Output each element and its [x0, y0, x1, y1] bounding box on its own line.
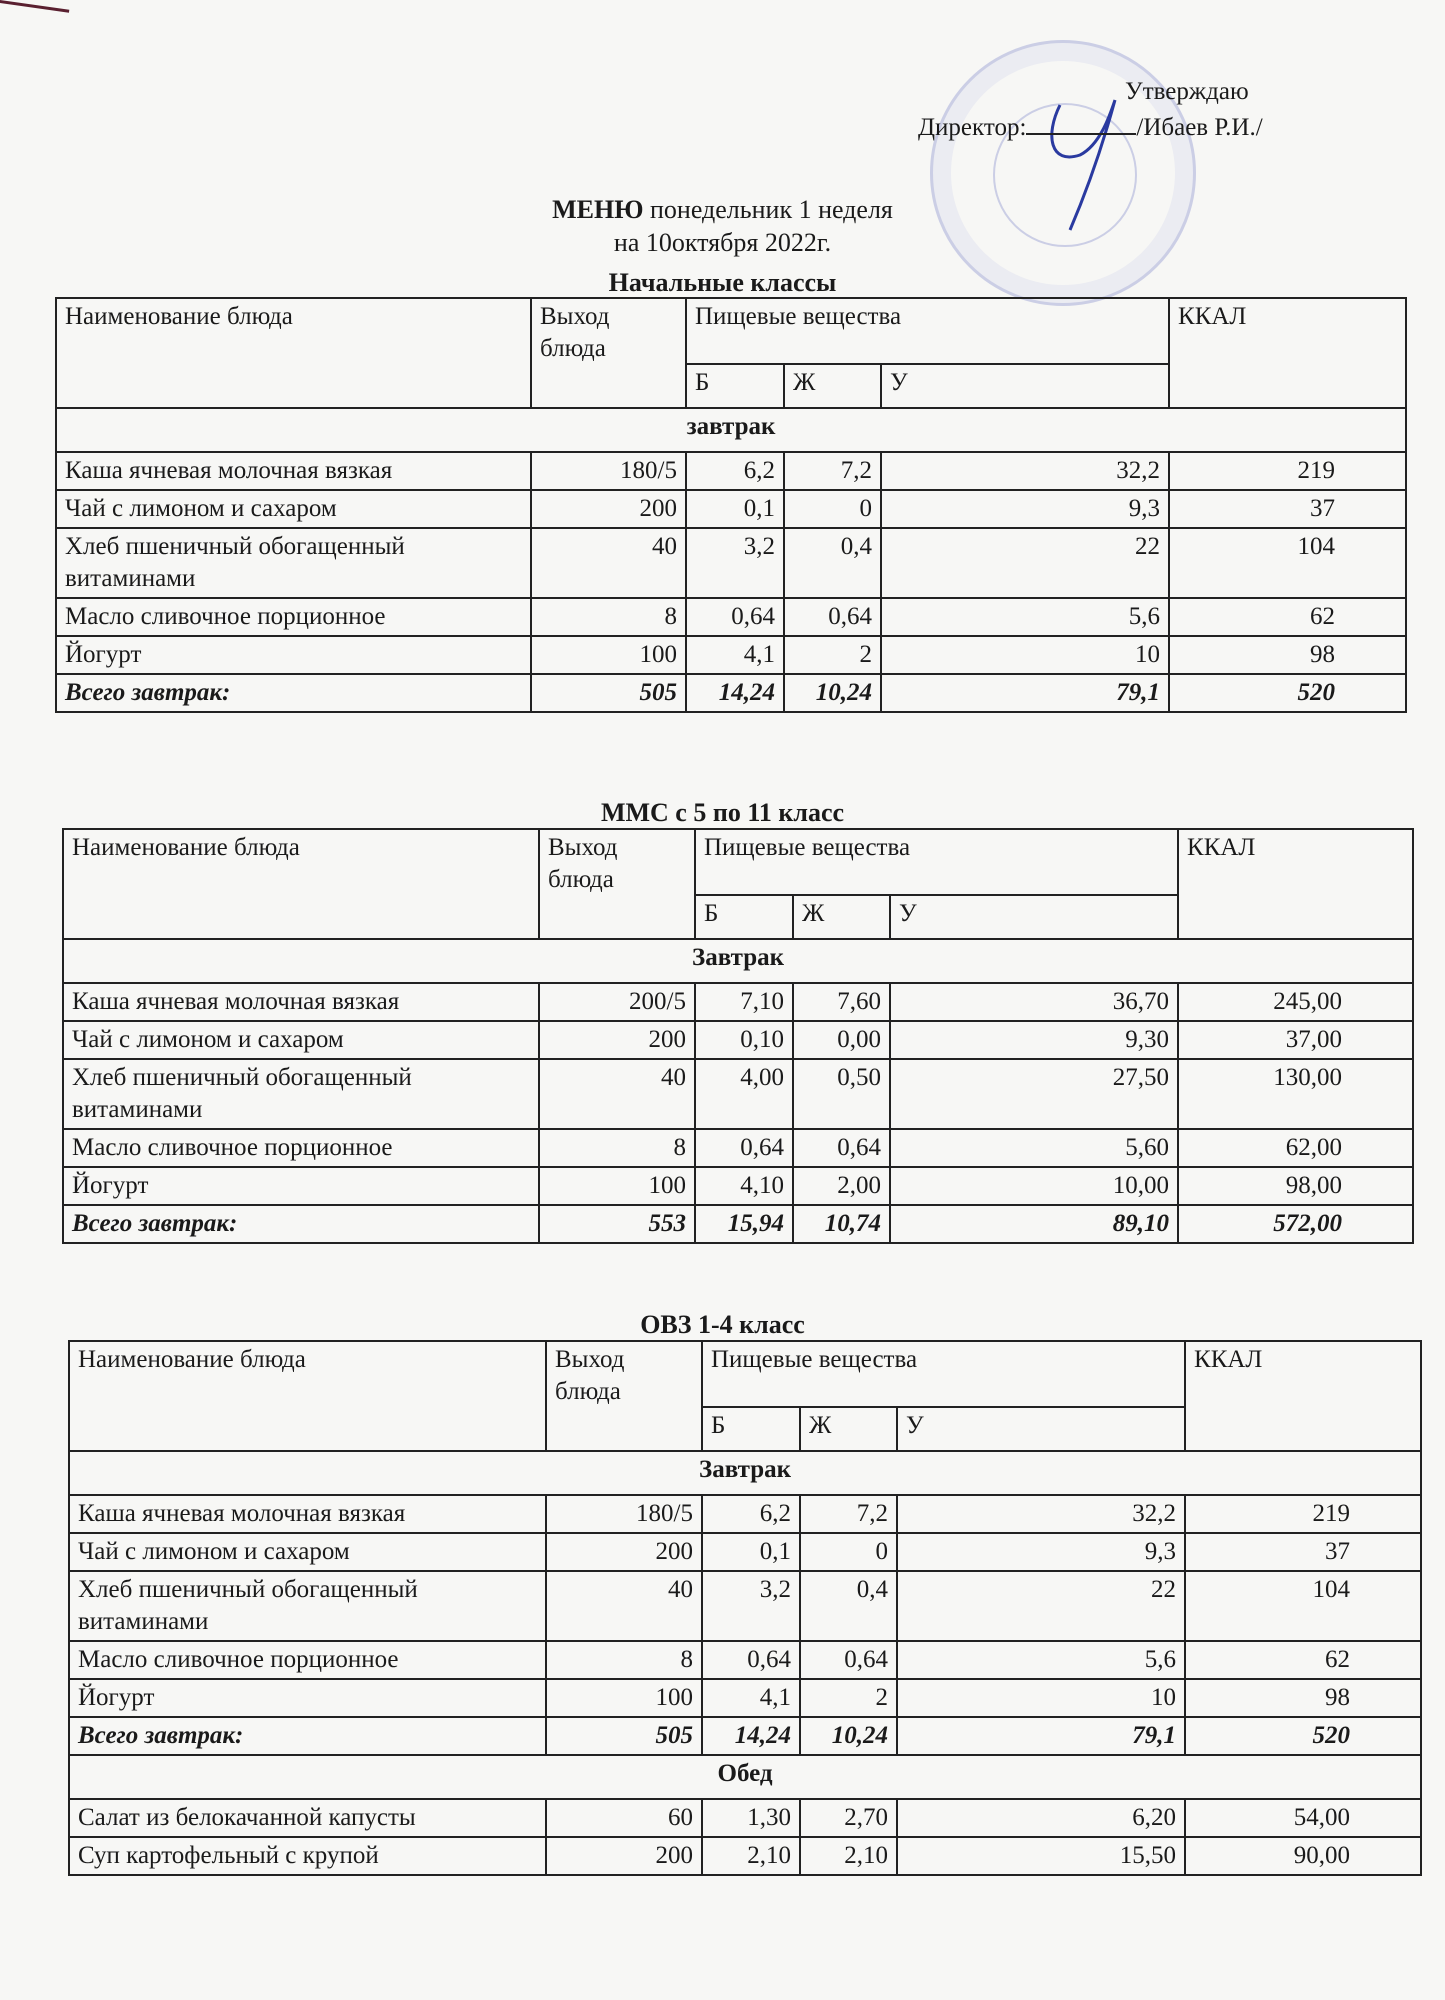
dish-yield: 200	[546, 1533, 702, 1571]
table-title: ОВЗ 1-4 класс	[640, 1310, 805, 1339]
dish-carbs: 5,60	[890, 1129, 1178, 1167]
dish-protein: 0,64	[702, 1641, 800, 1679]
dish-kcal: 98	[1185, 1679, 1421, 1717]
dish-name: Чай с лимоном и сахаром	[56, 490, 531, 528]
dish-yield: 200	[546, 1837, 702, 1875]
col-header-nutrients: Пищевые вещества	[695, 829, 1178, 895]
col-header-carbs: У	[897, 1407, 1185, 1451]
director-line	[918, 114, 1263, 142]
meal-section-label: Обед	[69, 1755, 1421, 1799]
col-header-kcal: ККАЛ	[1169, 298, 1406, 408]
total-fat: 10,74	[793, 1205, 890, 1243]
header-row	[56, 298, 1406, 364]
dish-row	[63, 1129, 1413, 1167]
col-header-fat: Ж	[800, 1407, 897, 1451]
dish-name: Чай с лимоном и сахаром	[63, 1021, 539, 1059]
dish-yield: 8	[539, 1129, 695, 1167]
total-kcal: 520	[1169, 674, 1406, 712]
dish-row	[56, 452, 1406, 490]
col-header-carbs: У	[890, 895, 1178, 939]
total-row	[56, 674, 1406, 712]
dish-yield: 180/5	[531, 452, 686, 490]
header-row	[63, 829, 1413, 895]
dish-name: Каша ячневая молочная вязкая	[63, 983, 539, 1021]
dish-protein: 6,2	[702, 1495, 800, 1533]
dish-fat: 2,00	[793, 1167, 890, 1205]
dish-yield: 8	[546, 1641, 702, 1679]
dish-protein: 4,00	[695, 1059, 793, 1129]
dish-row	[69, 1533, 1421, 1571]
dish-carbs: 15,50	[897, 1837, 1185, 1875]
menu-title	[0, 195, 1445, 225]
dish-fat: 2	[800, 1679, 897, 1717]
dish-row	[69, 1679, 1421, 1717]
dish-carbs: 32,2	[881, 452, 1169, 490]
dish-kcal: 62,00	[1178, 1129, 1413, 1167]
dish-row	[63, 1167, 1413, 1205]
total-kcal: 520	[1185, 1717, 1421, 1755]
dish-name: Каша ячневая молочная вязкая	[69, 1495, 546, 1533]
dish-kcal: 90,00	[1185, 1837, 1421, 1875]
table-title: ММС с 5 по 11 класс	[600, 798, 845, 827]
col-header-kcal: ККАЛ	[1178, 829, 1413, 939]
dish-row	[69, 1641, 1421, 1679]
scan-artifact	[0, 0, 69, 27]
dish-yield: 40	[546, 1571, 702, 1641]
dish-kcal: 245,00	[1178, 983, 1413, 1021]
col-header-kcal: ККАЛ	[1185, 1341, 1421, 1451]
dish-carbs: 36,70	[890, 983, 1178, 1021]
dish-row	[56, 528, 1406, 598]
dish-name: Каша ячневая молочная вязкая	[56, 452, 531, 490]
dish-yield: 200	[539, 1021, 695, 1059]
dish-protein: 0,64	[686, 598, 784, 636]
col-header-protein: Б	[702, 1407, 800, 1451]
dish-yield: 200	[531, 490, 686, 528]
dish-yield: 100	[546, 1679, 702, 1717]
dish-row	[56, 598, 1406, 636]
dish-name: Йогурт	[63, 1167, 539, 1205]
dish-fat: 0,4	[784, 528, 881, 598]
total-carbs: 79,1	[881, 674, 1169, 712]
total-protein: 14,24	[702, 1717, 800, 1755]
dish-carbs: 10,00	[890, 1167, 1178, 1205]
dish-row	[69, 1571, 1421, 1641]
total-fat: 10,24	[784, 674, 881, 712]
total-protein: 15,94	[695, 1205, 793, 1243]
col-header-yield: Выход блюда	[531, 298, 686, 408]
meal-section-label: Завтрак	[69, 1451, 1421, 1495]
dish-kcal: 54,00	[1185, 1799, 1421, 1837]
total-carbs: 79,1	[897, 1717, 1185, 1755]
col-header-name: Наименование блюда	[56, 298, 531, 408]
dish-kcal: 98,00	[1178, 1167, 1413, 1205]
dish-kcal: 104	[1169, 528, 1406, 598]
dish-fat: 0	[800, 1533, 897, 1571]
dish-carbs: 9,30	[890, 1021, 1178, 1059]
total-yield: 505	[531, 674, 686, 712]
dish-protein: 3,2	[686, 528, 784, 598]
dish-name: Чай с лимоном и сахаром	[69, 1533, 546, 1571]
menu-date: на 10октября 2022г.	[613, 228, 832, 257]
dish-carbs: 5,6	[897, 1641, 1185, 1679]
dish-protein: 4,10	[695, 1167, 793, 1205]
dish-name: Салат из белокачанной капусты	[69, 1799, 546, 1837]
dish-name: Суп картофельный с крупой	[69, 1837, 546, 1875]
total-carbs: 89,10	[890, 1205, 1178, 1243]
col-header-nutrients: Пищевые вещества	[686, 298, 1169, 364]
dish-kcal: 104	[1185, 1571, 1421, 1641]
dish-protein: 0,10	[695, 1021, 793, 1059]
total-row	[69, 1717, 1421, 1755]
header-row	[69, 1341, 1421, 1407]
dish-kcal: 62	[1185, 1641, 1421, 1679]
dish-fat: 0,64	[800, 1641, 897, 1679]
col-header-nutrients: Пищевые вещества	[702, 1341, 1185, 1407]
dish-carbs: 10	[881, 636, 1169, 674]
total-fat: 10,24	[800, 1717, 897, 1755]
dish-fat: 0,64	[793, 1129, 890, 1167]
col-header-protein: Б	[686, 364, 784, 408]
dish-kcal: 219	[1185, 1495, 1421, 1533]
dish-carbs: 9,3	[897, 1533, 1185, 1571]
dish-protein: 6,2	[686, 452, 784, 490]
dish-yield: 40	[539, 1059, 695, 1129]
meal-section-row	[69, 1755, 1421, 1799]
dish-fat: 2,10	[800, 1837, 897, 1875]
director-label: Директор:	[918, 114, 1027, 141]
col-header-fat: Ж	[793, 895, 890, 939]
dish-protein: 3,2	[702, 1571, 800, 1641]
dish-fat: 0,50	[793, 1059, 890, 1129]
dish-protein: 4,1	[702, 1679, 800, 1717]
dish-fat: 0,4	[800, 1571, 897, 1641]
dish-row	[63, 1059, 1413, 1129]
dish-kcal: 62	[1169, 598, 1406, 636]
dish-fat: 0,00	[793, 1021, 890, 1059]
meal-section-row	[69, 1451, 1421, 1495]
meal-section-label: Завтрак	[63, 939, 1413, 983]
dish-carbs: 22	[897, 1571, 1185, 1641]
dish-kcal: 37	[1169, 490, 1406, 528]
dish-fat: 7,2	[800, 1495, 897, 1533]
dish-protein: 7,10	[695, 983, 793, 1021]
menu-table	[62, 828, 1414, 1244]
dish-yield: 40	[531, 528, 686, 598]
menu-table	[68, 1340, 1422, 1876]
dish-row	[69, 1495, 1421, 1533]
col-header-name: Наименование блюда	[69, 1341, 546, 1451]
approve-label: Утверждаю	[1125, 78, 1249, 105]
dish-kcal: 219	[1169, 452, 1406, 490]
total-name: Всего завтрак:	[56, 674, 531, 712]
dish-fat: 7,2	[784, 452, 881, 490]
dish-protein: 0,1	[686, 490, 784, 528]
dish-yield: 60	[546, 1799, 702, 1837]
dish-row	[69, 1799, 1421, 1837]
total-kcal: 572,00	[1178, 1205, 1413, 1243]
dish-row	[63, 983, 1413, 1021]
dish-row	[69, 1837, 1421, 1875]
total-name: Всего завтрак:	[69, 1717, 546, 1755]
dish-kcal: 37	[1185, 1533, 1421, 1571]
dish-protein: 0,1	[702, 1533, 800, 1571]
dish-row	[56, 490, 1406, 528]
total-name: Всего завтрак:	[63, 1205, 539, 1243]
total-row	[63, 1205, 1413, 1243]
dish-carbs: 6,20	[897, 1799, 1185, 1837]
dish-yield: 100	[539, 1167, 695, 1205]
total-yield: 505	[546, 1717, 702, 1755]
dish-protein: 0,64	[695, 1129, 793, 1167]
dish-name: Масло сливочное порционное	[56, 598, 531, 636]
menu-title-rest: понедельник 1 неделя	[643, 195, 893, 224]
dish-name: Йогурт	[69, 1679, 546, 1717]
dish-fat: 0,64	[784, 598, 881, 636]
dish-carbs: 10	[897, 1679, 1185, 1717]
dish-carbs: 27,50	[890, 1059, 1178, 1129]
dish-carbs: 9,3	[881, 490, 1169, 528]
dish-name: Йогурт	[56, 636, 531, 674]
dish-protein: 4,1	[686, 636, 784, 674]
dish-fat: 0	[784, 490, 881, 528]
table-title: Начальные классы	[608, 268, 837, 297]
dish-kcal: 130,00	[1178, 1059, 1413, 1129]
dish-carbs: 32,2	[897, 1495, 1185, 1533]
dish-name: Хлеб пшеничный обогащенный витаминами	[56, 528, 531, 598]
col-header-fat: Ж	[784, 364, 881, 408]
dish-fat: 2,70	[800, 1799, 897, 1837]
dish-name: Хлеб пшеничный обогащенный витаминами	[69, 1571, 546, 1641]
dish-kcal: 37,00	[1178, 1021, 1413, 1059]
dish-name: Масло сливочное порционное	[69, 1641, 546, 1679]
col-header-carbs: У	[881, 364, 1169, 408]
dish-carbs: 5,6	[881, 598, 1169, 636]
dish-yield: 200/5	[539, 983, 695, 1021]
meal-section-row	[63, 939, 1413, 983]
col-header-yield: Выход блюда	[539, 829, 695, 939]
dish-kcal: 98	[1169, 636, 1406, 674]
col-header-yield: Выход блюда	[546, 1341, 702, 1451]
dish-row	[63, 1021, 1413, 1059]
dish-protein: 2,10	[702, 1837, 800, 1875]
dish-fat: 2	[784, 636, 881, 674]
total-protein: 14,24	[686, 674, 784, 712]
menu-table	[55, 297, 1407, 713]
meal-section-label: завтрак	[56, 408, 1406, 452]
dish-row	[56, 636, 1406, 674]
dish-fat: 7,60	[793, 983, 890, 1021]
menu-title-bold: МЕНЮ	[552, 195, 644, 224]
col-header-name: Наименование блюда	[63, 829, 539, 939]
meal-section-row	[56, 408, 1406, 452]
dish-yield: 100	[531, 636, 686, 674]
dish-name: Масло сливочное порционное	[63, 1129, 539, 1167]
dish-yield: 180/5	[546, 1495, 702, 1533]
dish-name: Хлеб пшеничный обогащенный витаминами	[63, 1059, 539, 1129]
col-header-protein: Б	[695, 895, 793, 939]
dish-carbs: 22	[881, 528, 1169, 598]
total-yield: 553	[539, 1205, 695, 1243]
dish-protein: 1,30	[702, 1799, 800, 1837]
director-name: /Ибаев Р.И./	[1136, 114, 1263, 141]
dish-yield: 8	[531, 598, 686, 636]
